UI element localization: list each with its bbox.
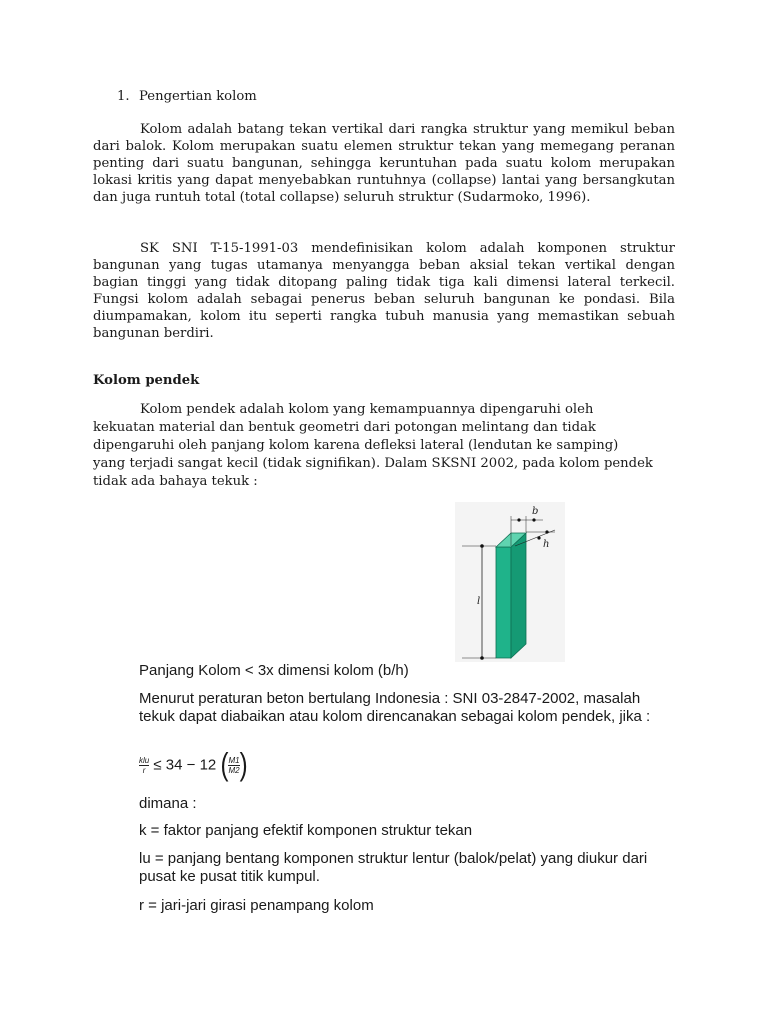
definition-k: k = faktor panjang efektif komponen struktur tekan xyxy=(139,822,473,839)
label-h: h xyxy=(543,539,550,550)
slenderness-formula: $\frac{\text{klu}}{r}$ ≤ 34 − 12 ( $\frac{M1}{M2}$ ) xyxy=(139,747,248,783)
column-side-face xyxy=(511,533,526,658)
condition-text: Panjang Kolom < 3x dimensi kolom (b/h) xyxy=(139,662,409,679)
section-heading xyxy=(117,88,699,105)
subheading-kolom-pendek: Kolom pendek xyxy=(93,373,200,388)
column-figure xyxy=(455,502,565,662)
paragraph-definition: Kolom adalah batang tekan vertikal dari rangka struktur yang memikul beban dari balok. Kolom merupakan suatu elemen struktur tekan yang memegang peranan penting dari suatu bangunan, sehingga keruntuhan pada suatu kolom merupakan lokasi kritis yang dapat menyebabkan runtuhnya (collapse) lantai yang bersangkutan dan juga runtuh total (total collapse) seluruh struktur (Sudarmoko, 1996). xyxy=(93,122,675,205)
formula-bound: ≤ 34 − 12 xyxy=(153,756,217,774)
formula-fraction-m1-m2: $\frac{M1}{M2}$ xyxy=(228,756,240,775)
label-l: l xyxy=(477,596,481,607)
column-front-face xyxy=(496,547,511,658)
paragraph-sni-definition: SK SNI T-15-1991-03 mendefinisikan kolom adalah komponen struktur bangunan yang tugas utamanya menyangga beban aksial tekan vertikal dengan bagian tinggi yang tidak ditopang paling tidak tiga kali dimensi lateral terkecil. Fungsi kolom adalah sebagai penerus beban seluruh bangunan ke pondasi. Bila diumpamakan, kolom itu seperti rangka tubuh manusia yang memastikan sebuah bangunan berdiri. xyxy=(93,241,675,341)
label-b: b xyxy=(532,506,539,517)
heading-title: Pengertian kolom xyxy=(139,89,257,104)
definition-r: r = jari-jari girasi penampang kolom xyxy=(139,897,374,914)
column-diagram xyxy=(455,502,565,662)
heading-number: 1. xyxy=(117,89,130,104)
where-label: dimana : xyxy=(139,795,197,812)
definition-lu: lu = panjang bentang komponen struktur lentur (balok/pelat) yang diukur dari pusat ke pusat titik kumpul. xyxy=(139,850,648,885)
paragraph-sni-2002: Menurut peraturan beton bertulang Indonesia : SNI 03-2847-2002, masalah tekuk dapat diabaikan atau kolom direncanakan sebagai kolom pendek, jika : xyxy=(139,690,651,725)
formula-fraction-klu-r: $\frac{\text{klu}}{r}$ xyxy=(139,756,150,775)
paragraph-kolom-pendek: Kolom pendek adalah kolom yang kemampuannya dipengaruhi oleh kekuatan material dan bentuk geometri dari potongan melintang dan tidak dipengaruhi oleh panjang kolom karena defleksi lateral (lendutan ke samping) yang terjadi sangat kecil (tidak signifikan). Dalam SKSNI 2002, pada kolom pendek tidak ada bahaya tekuk : xyxy=(93,402,653,489)
